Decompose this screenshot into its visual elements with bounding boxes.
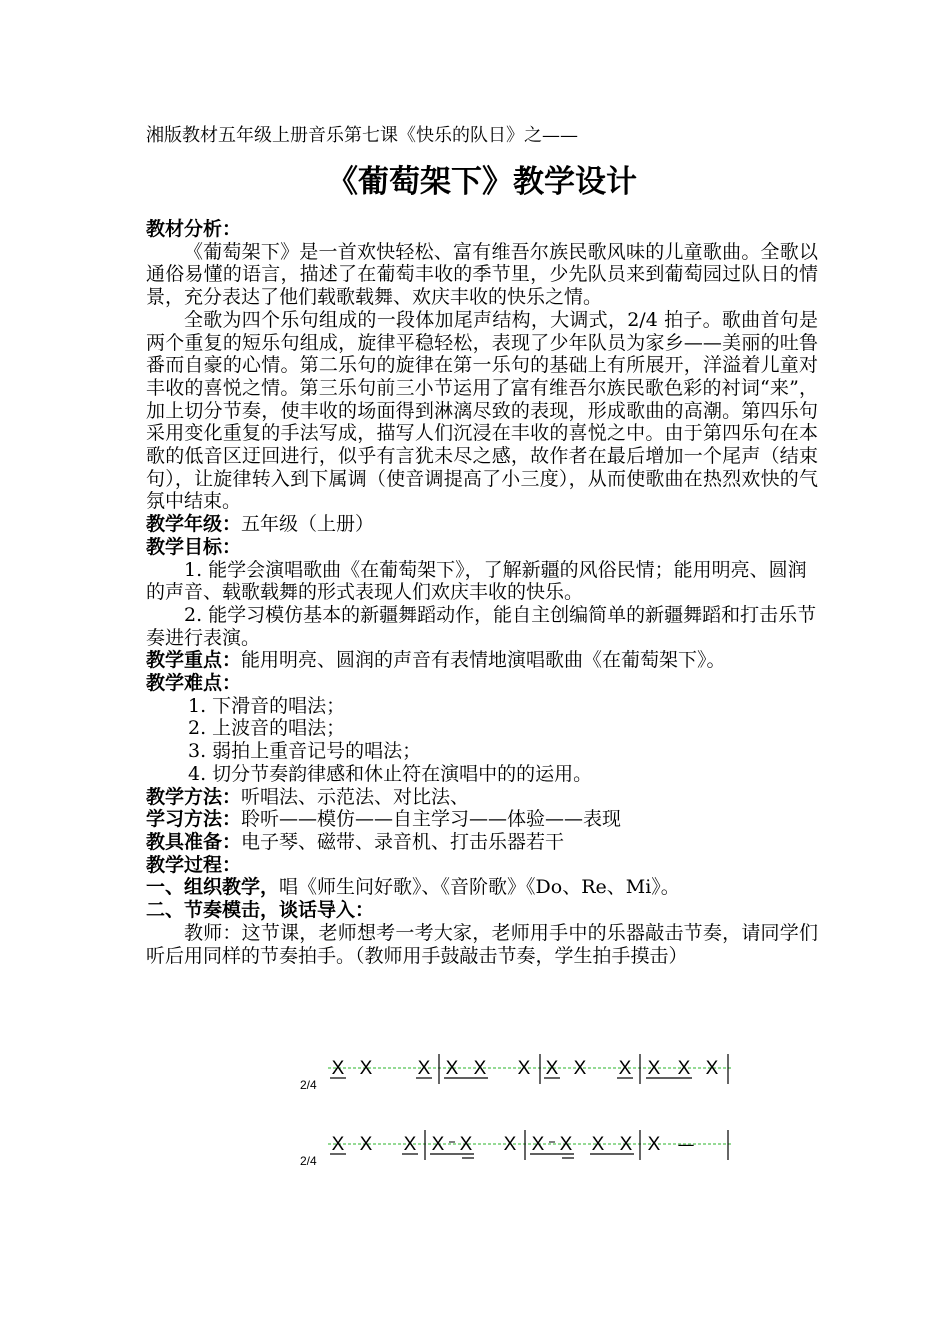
process-heading: 教学过程： — [146, 853, 242, 876]
note-x: X — [517, 1058, 531, 1079]
document-page — [146, 124, 818, 967]
note-x: X — [705, 1058, 719, 1079]
teaching-method-line — [146, 786, 818, 809]
note-x: X — [503, 1134, 517, 1155]
note-x: X — [647, 1058, 661, 1079]
teaching-method-label: 教学方法： — [146, 785, 242, 808]
material-paragraph-1: 《葡萄架下》是一首欢快轻松、富有维吾尔族民歌风味的儿童歌曲。全歌以通俗易懂的语言，描述了在葡萄丰收的季节里，少先队员来到葡萄园过队日的情景，充分表达了他们载歌载舞、欢庆丰收的快乐之情。 — [146, 240, 818, 309]
teaching-method-value: 听唱法、示范法、对比法、 — [241, 785, 470, 808]
note-x: X — [559, 1134, 573, 1155]
difficulty-item-3: 3. 弱拍上重音记号的唱法； — [188, 740, 422, 763]
tools-line — [146, 831, 818, 854]
note-x: X — [619, 1134, 633, 1155]
note-x: X — [531, 1134, 545, 1155]
difficulty-item-2: 2. 上波音的唱法； — [188, 717, 346, 740]
note-x: X — [331, 1134, 345, 1155]
difficulty-item-4: 4. 切分节奏韵律感和休止符在演唱中的的运用。 — [188, 762, 593, 785]
tools-value: 电子琴、磁带、录音机、打击乐器若干 — [241, 830, 565, 853]
time-signature-2: 2/4 — [300, 1154, 317, 1168]
rhythm-staff-1 — [300, 1044, 740, 1104]
note-x: X — [618, 1058, 632, 1079]
material-paragraph-2: 全歌为四个乐句组成的一段体加尾声结构，大调式，2/4 拍子。歌曲首句是两个重复的短乐句组成，旋律平稳轻松，表现了少年队员为家乡——美丽的吐鲁番而自豪的心情。第二乐句的旋律在第一乐句的基础上有所展开，洋溢着儿童对丰收的喜悦之情。第三乐句前三小节运用了富有维吾尔族民歌色彩的衬词“来”，加上切分节奏，使丰收的场面得到淋漓尽致的表现，形成歌曲的高潮。第四乐句采用变化重复的手法写成，描写人们沉浸在丰收的喜悦之中。由于第四乐句在本歌的低音区迂回进行，似乎有言犹未尽之感，故作者在最后增加一个尾声（结束句），让旋律转入到下属调（使音调提高了小三度），从而使歌曲在热烈欢快的气氛中结束。 — [146, 308, 818, 513]
note-x: X — [431, 1134, 445, 1155]
step1-label: 一、组织教学， — [146, 876, 280, 899]
step1-text: 唱《师生问好歌》、《音阶歌》《Do、Re、Mi》。 — [279, 876, 680, 899]
note-x: X — [473, 1058, 487, 1079]
note-x: X — [359, 1058, 373, 1079]
note-x: X — [459, 1134, 473, 1155]
focus-label: 教学重点： — [146, 649, 242, 672]
rhythm-staff-2 — [300, 1120, 740, 1180]
note-x: X — [331, 1058, 345, 1079]
note-x: X — [417, 1058, 431, 1079]
process-step-2-heading: 二、节奏模击，谈话导入： — [146, 899, 375, 922]
grade-label: 教学年级： — [146, 513, 242, 536]
grade-line — [146, 513, 818, 536]
material-heading: 教材分析： — [146, 218, 242, 240]
rhythm-line-2 — [300, 1120, 740, 1180]
difficulty-item-1: 1. 下滑音的唱法； — [188, 694, 346, 717]
page-title: 《葡萄架下》教学设计 — [327, 164, 637, 200]
learning-method-line — [146, 808, 818, 831]
note-x: X — [573, 1058, 587, 1079]
tools-label: 教具准备： — [146, 830, 242, 853]
goals-heading: 教学目标： — [146, 535, 242, 558]
grade-value: 五年级（上册） — [241, 513, 375, 536]
goal-item-1: 1. 能学会演唱歌曲《在葡萄架下》，了解新疆的风俗民情；能用明亮、圆润的声音、载歌载舞的形式表现人们欢庆丰收的快乐。 — [146, 558, 807, 604]
process-step-1 — [146, 876, 818, 899]
time-signature-1: 2/4 — [300, 1078, 317, 1092]
note-x: X — [677, 1058, 691, 1079]
note-x: X — [647, 1134, 661, 1155]
note-x: X — [403, 1134, 417, 1155]
focus-line — [146, 649, 818, 672]
learning-method-label: 学习方法： — [146, 808, 242, 831]
note-x: X — [445, 1058, 459, 1079]
difficulty-heading: 教学难点： — [146, 672, 242, 695]
rhythm-line-1 — [300, 1044, 740, 1104]
focus-value: 能用明亮、圆润的声音有表情地演唱歌曲《在葡萄架下》。 — [241, 649, 726, 672]
header-line: 湘版教材五年级上册音乐第七课《快乐的队日》之—— — [146, 125, 578, 146]
goal-item-2: 2. 能学习模仿基本的新疆舞蹈动作，能自主创编简单的新疆舞蹈和打击乐节奏进行表演。 — [146, 603, 817, 649]
note-x: X — [359, 1134, 373, 1155]
sustain-dash: — — [677, 1135, 695, 1155]
note-x: X — [591, 1134, 605, 1155]
process-step-2-text: 教师：这节课，老师想考一考大家，老师用手中的乐器敲击节奏，请同学们听后用同样的节奏拍手。（教师用手鼓敲击节奏，学生拍手摸击） — [146, 921, 818, 967]
learning-method-value: 聆听——模仿——自主学习——体验——表现 — [241, 808, 622, 831]
note-x: X — [545, 1058, 559, 1079]
